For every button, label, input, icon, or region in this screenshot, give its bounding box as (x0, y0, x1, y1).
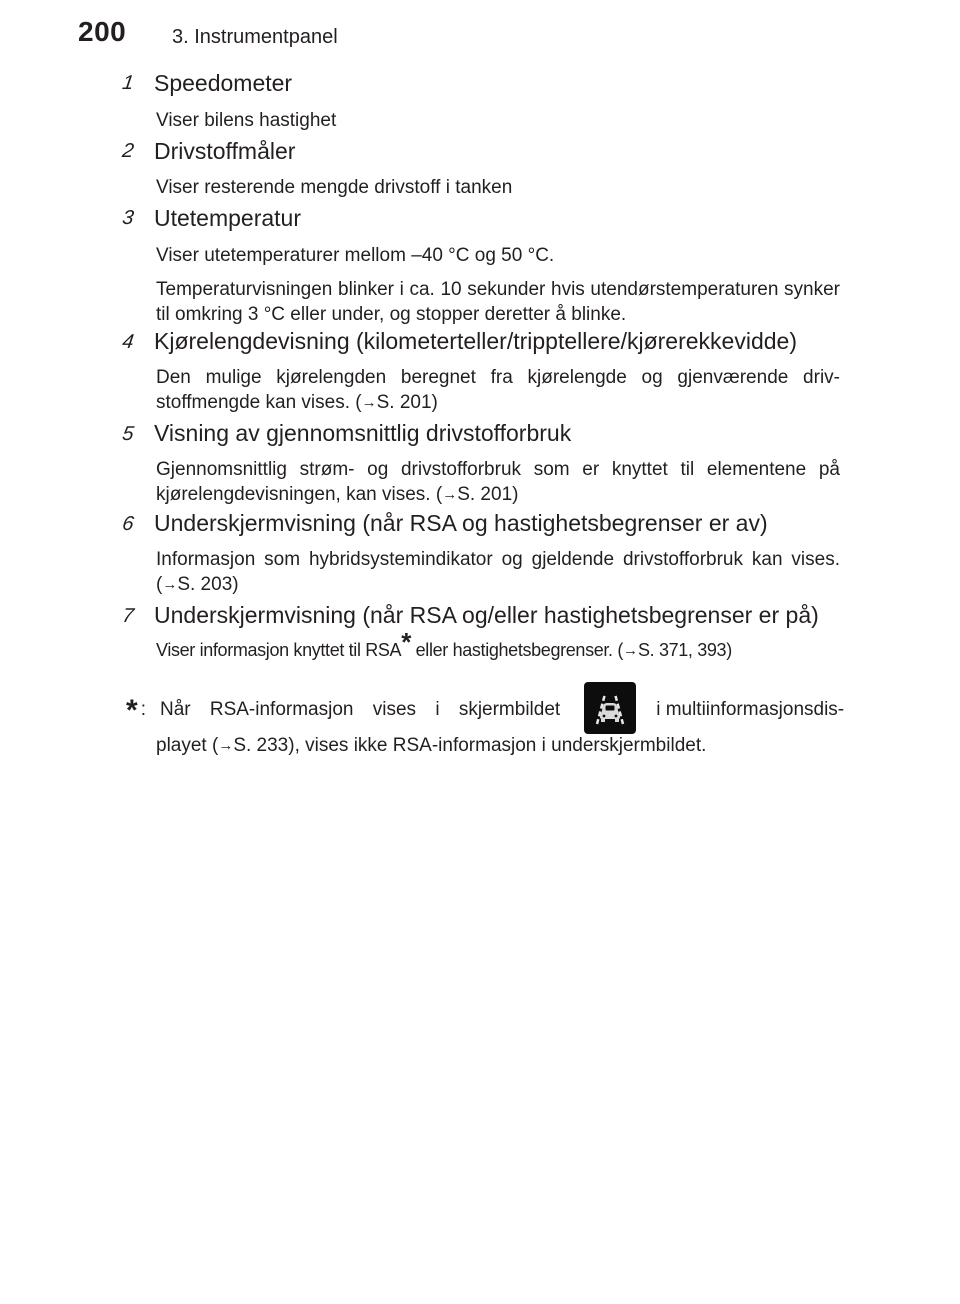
item-description (156, 108, 840, 133)
rsa-road-sign-assist-icon-graphic (584, 682, 636, 734)
footnote-text: i multiinformasjonsdis- (656, 699, 845, 720)
page-reference-link[interactable]: S. 233), vises ikke RSA-informasjon i underskjermbildet. (233, 735, 707, 756)
footnote-marker: * (126, 694, 138, 727)
item-description (156, 365, 840, 416)
item-description-text: Viser bilens hastighet (156, 110, 337, 131)
item-title: Underskjermvisning (når RSA og/eller hastighetsbegrenser er på) (154, 602, 819, 628)
item-title: Drivstoffmåler (154, 138, 296, 164)
rsa-road-sign-assist-icon (584, 682, 636, 734)
item-number-badge: 3 (120, 207, 136, 229)
footnote-line (156, 735, 706, 757)
item-description (156, 175, 840, 200)
item-number-badge: 6 (120, 513, 136, 535)
item-number-badge: 5 (120, 423, 136, 445)
item-title: Visning av gjennomsnittlig drivstofforbruk (154, 420, 572, 446)
reference-arrow-icon: → (162, 576, 178, 593)
footnote-text: Når RSA-informasjon vises i skjermbildet (159, 699, 561, 720)
chapter-title: 3. Instrumentpanel (172, 26, 338, 48)
reference-arrow-icon: → (442, 486, 458, 503)
item-description (156, 627, 840, 664)
description-text: Den mulige kjørelengden beregnet fra kjørelengde og gjenværende driv- stoffmengde kan vises. ( (156, 367, 840, 413)
reference-arrow-icon: → (218, 737, 234, 754)
page-reference-link[interactable]: S. 201) (376, 392, 438, 413)
description-text: Gjennomsnittlig strøm- og drivstofforbruk som er knyttet til elementene på kjørelengdevisningen, kan vises. ( (156, 459, 840, 505)
description-text: eller hastighetsbegrenser. ( (411, 640, 623, 660)
description-text: Informasjon som hybridsystemindikator og gjeldende drivstofforbruk kan vises. ( (156, 549, 840, 595)
page-reference-link[interactable]: S. 203) (177, 574, 239, 595)
reference-arrow-icon: → (361, 394, 377, 411)
footnote-text: playet ( (156, 735, 219, 756)
footnote-marker: * (401, 627, 411, 657)
item-description (156, 243, 840, 327)
description-text: Viser informasjon knyttet til RSA (156, 640, 402, 660)
item-description-text: Temperaturvisningen blinker i ca. 10 sekunder hvis utendørstemperaturen synker til omkring 3 °C eller under, og stopper deretter å blinke. (156, 279, 840, 325)
item-title: Speedometer (154, 70, 293, 96)
item-title: Underskjermvisning (når RSA og hastighetsbegrenser er av) (154, 510, 768, 536)
footnote-line (126, 684, 845, 736)
item-description-text: Viser utetemperaturer mellom –40 °C og 50 °C. (156, 245, 555, 266)
item-number-badge: 4 (120, 331, 136, 353)
item-description-text: Viser resterende mengde drivstoff i tanken (156, 177, 513, 198)
page-reference-link[interactable]: S. 371, 393) (637, 640, 732, 660)
item-number-badge: 2 (120, 140, 136, 162)
item-description-text (156, 547, 840, 598)
page-number: 200 (78, 16, 127, 47)
footnote-colon: : (140, 699, 146, 720)
item-description-text (156, 627, 840, 664)
item-title: Kjørelengdevisning (kilometerteller/tripptellere/kjørerekkevidde) (154, 328, 797, 354)
page-reference-link[interactable]: S. 201) (457, 484, 519, 505)
item-description-text (156, 457, 840, 508)
item-number-badge: 7 (120, 605, 136, 627)
reference-arrow-icon: → (622, 642, 638, 659)
item-title: Utetemperatur (154, 205, 302, 231)
item-number-badge: 1 (120, 72, 136, 94)
item-description (156, 547, 840, 598)
item-description (156, 457, 840, 508)
item-description-text (156, 365, 840, 416)
